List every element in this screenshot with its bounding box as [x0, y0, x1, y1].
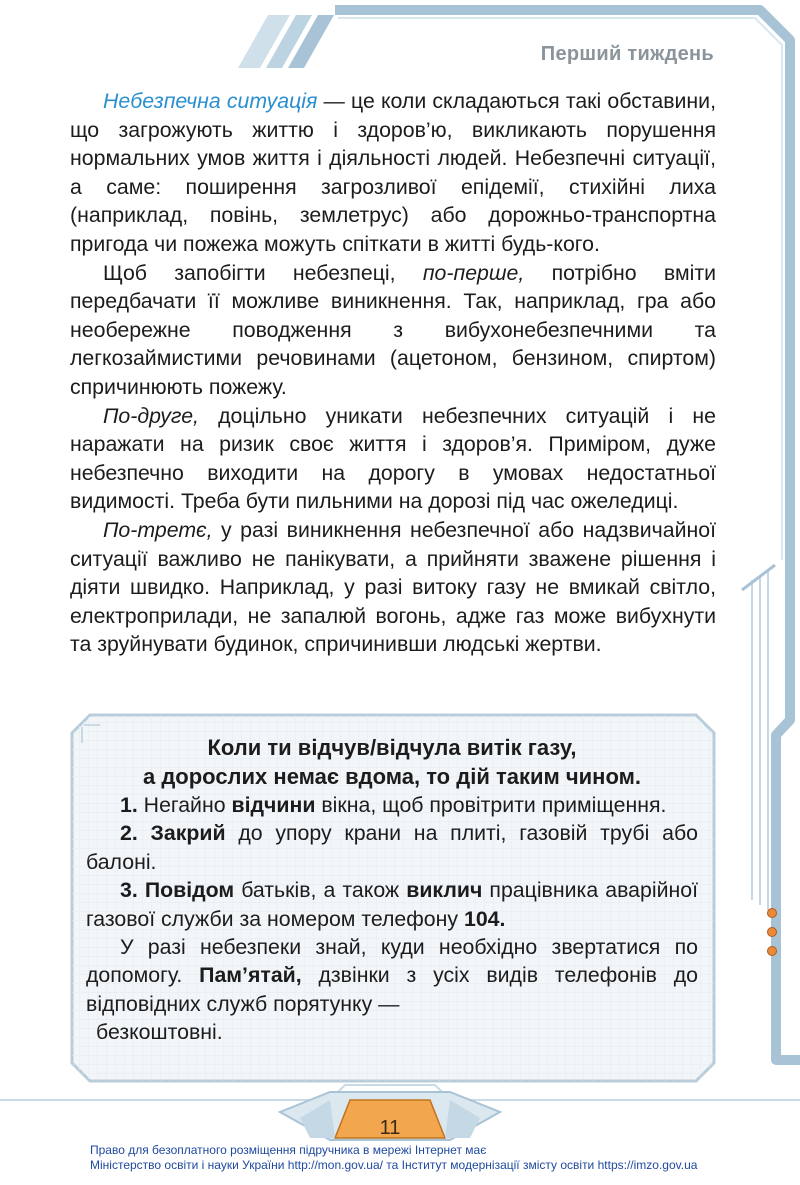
instructions-title-line1: Коли ти відчув/відчула витік газу, [207, 735, 577, 760]
step-text: Негайно [137, 793, 232, 817]
paragraph-definition [70, 87, 716, 259]
instruction-note [86, 933, 698, 1018]
step-number: 1. [120, 793, 138, 817]
paragraph-text: Щоб запобігти небезпеці, [103, 260, 423, 285]
instruction-1 [86, 791, 698, 819]
footer-line-2: Міністерство освіти і науки України http://mon.gov.ua/ та Інститут модернізації змісту освіти https://imzo.gov.ua [90, 1158, 698, 1172]
footer-notice [90, 1143, 730, 1173]
footer-line-1: Право для безоплатного розміщення підручника в мережі Інтернет має [90, 1143, 487, 1157]
step-keyword: виклич [406, 878, 483, 903]
step-text: батьків, а також [234, 878, 407, 903]
instructions-title-line2: а дорослих немає вдома, то дій таким чином. [142, 764, 642, 789]
paragraph-third [70, 516, 716, 659]
step-keyword: відчини [231, 793, 316, 817]
main-text [70, 87, 716, 659]
paragraph-second [70, 402, 716, 516]
step-keyword: 3. Повідом [120, 878, 235, 903]
decorative-dot-icon [767, 946, 777, 956]
decorative-dot-icon [767, 908, 777, 918]
note-keyword: Пам’ятай, [199, 963, 302, 988]
gas-leak-instructions [86, 733, 698, 1047]
step-keyword: 2. Закрий [120, 821, 226, 846]
note-text: дзвінки з усіх видів телефонів до відповідних служб порятунку — [86, 963, 698, 1016]
paragraph-text: потрібно вміти передбачати її можливе виникнення. Так, наприклад, гра або необережне поводження з вибухонебезпечними та легкозаймистими речовинами (ацетоном, бензином, спиртом) спричинюють пожежу. [70, 260, 716, 399]
paragraph-text: у разі виникнення небезпечної або надзвичайної ситуації важливо не панікувати, а прийняти зважене рішення і діяти швидко. Наприклад, у разі витоку газу не вмикай світло, електроприлади, не запалюй вогонь, адже газ може вибухнути та зруйнувати будинок, спричинивши людські жертви. [70, 517, 716, 657]
emphasis-second: По-друге, [103, 403, 199, 428]
emphasis-first: по-перше, [422, 260, 525, 285]
page-number: 11 [379, 1117, 401, 1139]
step-text: до упору крани на плиті, газовій трубі або балоні. [86, 821, 698, 874]
instruction-note-end: безкоштовні. [96, 1020, 223, 1045]
emergency-phone-number: 104. [463, 906, 506, 931]
instruction-3 [86, 876, 698, 933]
chapter-header: Перший тиждень [540, 43, 714, 65]
emphasis-third: По-третє, [103, 517, 213, 542]
term-dangerous-situation: Небезпечна ситуація [103, 89, 318, 113]
step-text: вікна, щоб провітрити приміщення. [315, 793, 667, 817]
decorative-dot-icon [767, 927, 777, 937]
paragraph-first [70, 259, 716, 402]
paragraph-text: — це коли складаються такі обставини, що загрожують життю і здоров’ю, викликають порушення нормальних умов життя і діяльності людей. Небезпечні ситуації, а саме: поширення загрозливої епідемії, стихійні лиха (наприклад, повінь, землетрус) або дорожньо-транспортна пригода чи пожежа можуть спіткати в житті будь-кого. [70, 89, 716, 256]
step-text: працівника аварійної газової служби за номером телефону [86, 878, 698, 931]
instruction-2 [86, 819, 698, 876]
note-text: У разі небезпеки знай, куди необхідно звертатися по допомогу. [86, 935, 698, 988]
paragraph-text: доцільно уникати небезпечних ситуацій і не наражати на ризик своє життя і здоров’я. Приміром, дуже небезпечно виходити на дорогу в умовах недостатньої видимості. Треба бути пильними на дорозі під час ожеледиці. [70, 403, 716, 514]
